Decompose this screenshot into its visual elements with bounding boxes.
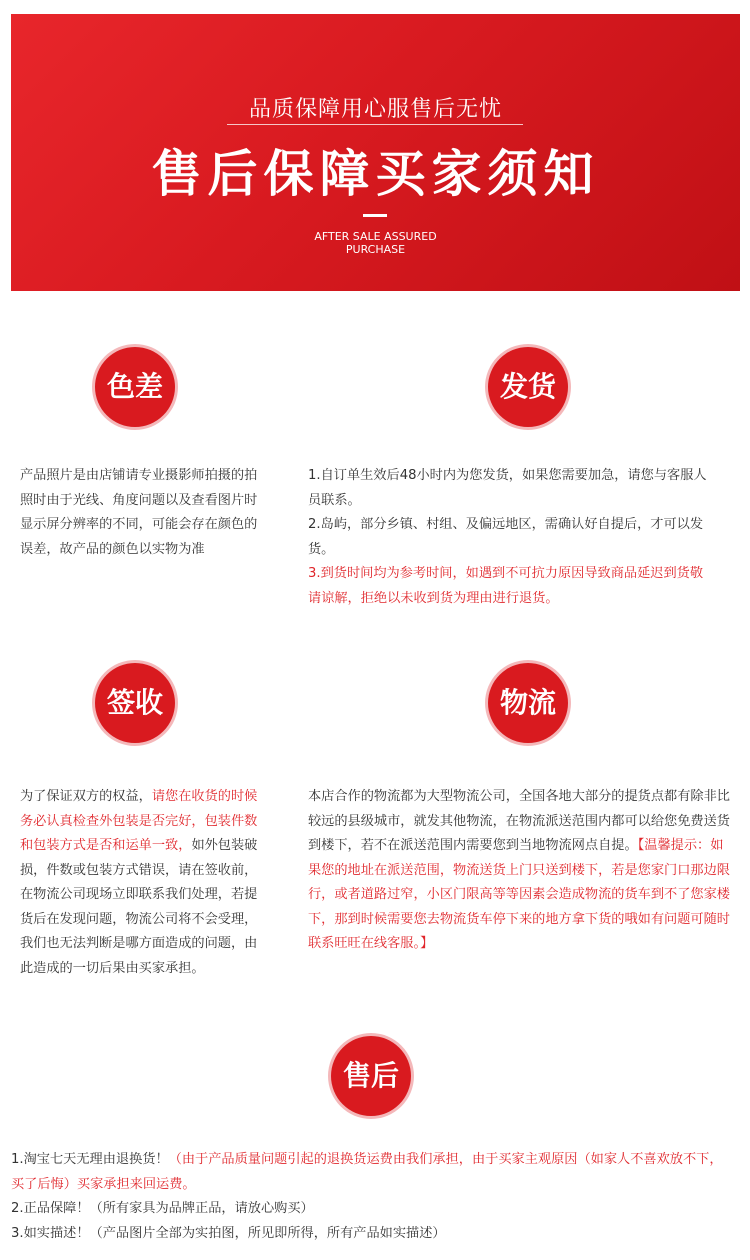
banner-subtitle: 品质保障用心服售后无忧 [248,97,502,122]
header-banner [11,14,740,291]
receipt-text-intro: 为了保证双方的权益， [20,789,152,804]
color-difference-badge: 色差 [95,347,175,427]
shipping-item-1: 1.自订单生效后48小时内为您发货，如果您需要加急，请您与客服人员联系。 [308,468,707,508]
banner-english-line1: AFTER SALE ASSURED [314,230,437,243]
aftersale-text [11,1148,735,1246]
shipping-item-3: 3.到货时间均为参考时间，如遇到不可抗力原因导致商品延迟到货敬请谅解，拒绝以未收到货为理由进行退货。 [308,566,704,606]
shipping-text [308,464,708,611]
shipping-badge: 发货 [488,347,568,427]
receipt-text-warning: 请您在收货的时候务必认真检查外包装是否完好，包装件数和包装方式是否和运单一致， [20,789,258,853]
aftersale-item-1-detail: （由于产品质量问题引起的退换货运费由我们承担，由于买家主观原因（如家人不喜欢放不下，买了后悔）买家承担来回运费。 [11,1152,723,1192]
logistics-badge: 物流 [488,663,568,743]
shipping-item-2: 2.岛屿，部分乡镇、村组、及偏远地区，需确认好自提后，才可以发货。 [308,517,704,557]
receipt-text [20,785,270,981]
logistics-text [308,785,733,957]
aftersale-item-3: 3.如实描述！（产品图片全部为实拍图，所见即所得，所有产品如实描述） [11,1225,446,1241]
banner-english-line2: PURCHASE [345,243,406,256]
receipt-badge: 签收 [95,663,175,743]
logistics-text-main: 本店合作的物流都为大型物流公司，全国各地大部分的提货点都有除非比较远的县级城市，就发其他物流，在物流派送范围内都可以给您免费送货到楼下，若不在派送范围内需要您到当地物流网点自提。 [308,789,730,853]
banner-english [11,230,740,256]
aftersale-item-2: 2.正品保障！（所有家具为品牌正品，请放心购买） [11,1201,314,1216]
banner-dash [363,214,387,217]
aftersale-item-1 [11,1148,735,1197]
receipt-text-rest: 如外包装破损，件数或包装方式错误，请在签收前，在物流公司现场立即联系我们处理，若提货后在发现问题，物流公司将不会受理，我们也无法判断是哪方面造成的问题，由此造成的一切后果由买家承担。 [20,838,258,976]
color-difference-text: 产品照片是由店铺请专业摄影师拍摄的拍照时由于光线、角度问题以及查看图片时显示屏分辨率的不同，可能会存在颜色的误差，故产品的颜色以实物为准 [20,468,258,557]
banner-title: 售后保障买家须知 [151,145,600,203]
logistics-text-tip: 【温馨提示：如果您的地址在派送范围，物流送货上门只送到楼下，若是您家门口那边限行，或者道路过窄，小区门限高等等因素会造成物流的货车到不了您家楼下，那到时候需要您去物流货车停下来的地方拿下货的哦如有问题可随时联系旺旺在线客服。】 [308,838,730,951]
aftersale-item-1-title: 1.淘宝七天无理由退换货！ [11,1152,169,1167]
aftersale-badge: 售后 [331,1036,411,1116]
banner-divider [227,124,523,125]
